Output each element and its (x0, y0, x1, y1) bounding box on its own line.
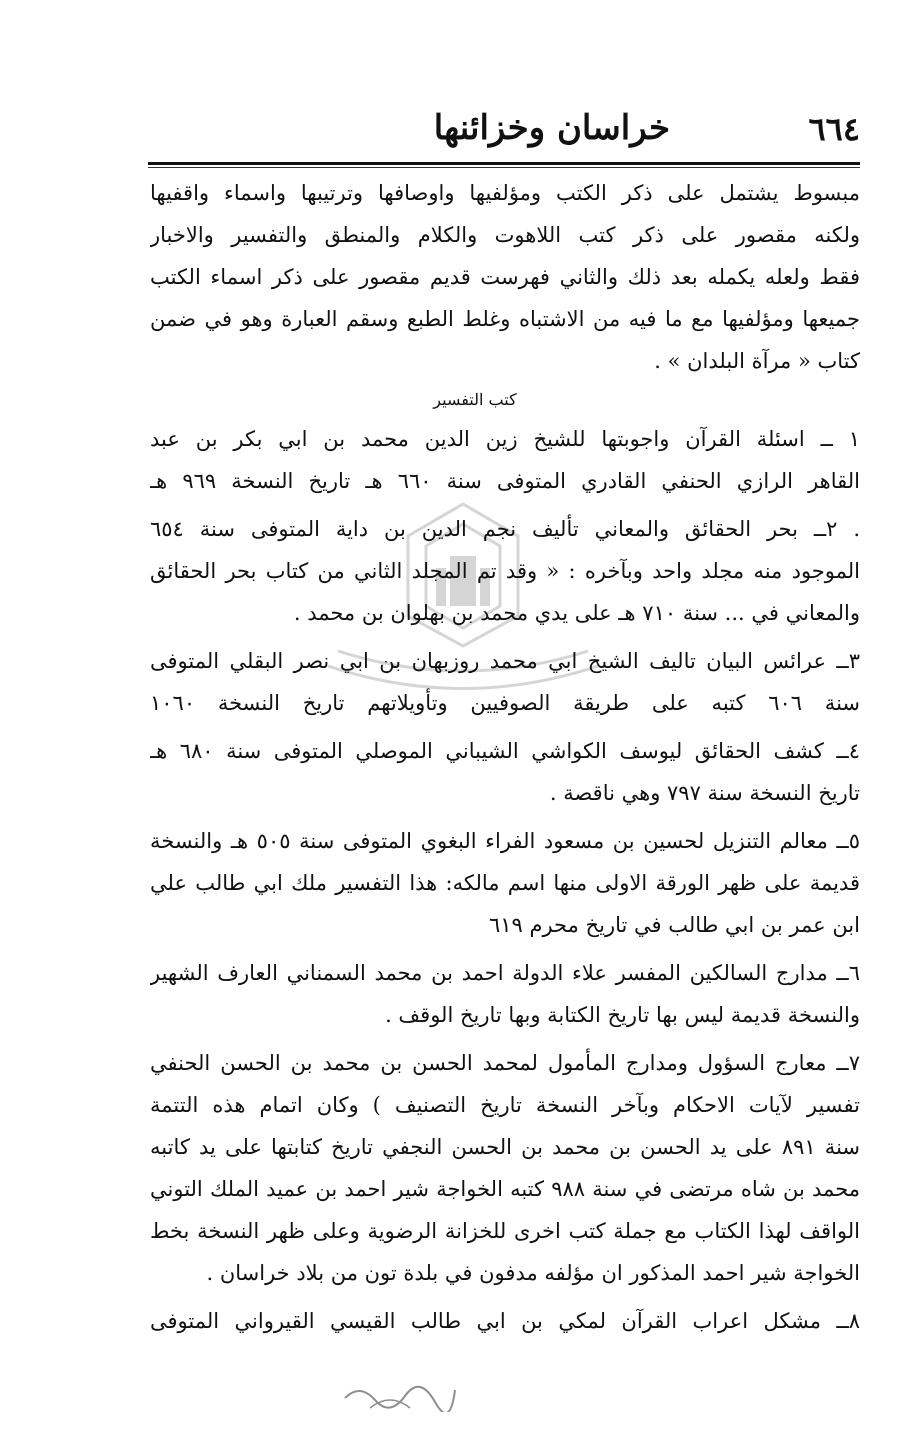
text-line: والنسخة قديمة ليس بها تاريخ الكتابة وبها تاريخ الوقف . (385, 1003, 860, 1027)
text-line: مبسوط يشتمل على ذكر الكتب ومؤلفيها واوصافها وترتيبها واسماء واقفيها (150, 181, 860, 205)
text-line: ١ ــ اسئلة القرآن واجوبتها للشيخ زين الدين محمد بن ابي بكر بن عبد (150, 427, 860, 451)
text-line: سنة ٦٠٦ كتبه على طريقة الصوفيين وتأويلاتهم تاريخ النسخة ١٠٦٠ (150, 691, 860, 715)
entry-8 (150, 1300, 860, 1342)
text-line: القاهر الرازي الحنفي القادري المتوفى سنة ٦٦٠ هـ تاريخ النسخة ٩٦٩ هـ (150, 469, 860, 493)
entry-3 (150, 640, 860, 724)
text-line: . ٢ــ بحر الحقائق والمعاني تأليف نجم الدين بن داية المتوفى سنة ٦٥٤ (150, 517, 860, 541)
text-line: سنة ٨٩١ على يد الحسن بن محمد بن الحسن النجفي تاريخ كتابتها على يد كاتبه (150, 1135, 860, 1159)
page-body (150, 172, 860, 1342)
text-line: ٣ــ عرائس البيان تاليف الشيخ ابي محمد روزبهان بن ابي نصر البقلي المتوفى (150, 649, 860, 673)
text-line: ٦ــ مدارج السالكين المفسر علاء الدولة احمد بن محمد السمناني العارف الشهير (150, 961, 860, 985)
text-line: ٥ــ معالم التنزيل لحسين بن مسعود الفراء البغوي المتوفى سنة ٥٠٥ هـ والنسخة (150, 829, 860, 853)
text-line: الخواجة شير احمد المذكور ان مؤلفه مدفون في بلدة تون من بلاد خراسان . (206, 1261, 860, 1285)
text-line: والمعاني في ... سنة ٧١٠ هـ على يدي محمد بن بهلوان بن محمد . (293, 601, 860, 625)
running-title: خراسان وخزائنها (433, 108, 670, 148)
entry-5 (150, 820, 860, 946)
text-line: فقط ولعله يكمله بعد ذلك والثاني فهرست قديم مقصور على ذكر اسماء الكتب (150, 265, 860, 289)
text-line: جميعها ومؤلفيها مع ما فيه من الاشتباه وغلط الطبع وسقم العبارة وهو في ضمن (150, 307, 860, 331)
page-number: ٦٦٤ (808, 110, 860, 148)
text-line: ولكنه مقصور على ذكر كتب اللاهوت والكلام والمنطق والتفسير والاخبار (150, 223, 860, 247)
text-line: ٧ــ معارج السؤول ومدارج المأمول لمحمد الحسن بن محمد بن الحسن الحنفي (150, 1051, 860, 1075)
entry-2 (150, 508, 860, 634)
text-line: تاريخ النسخة سنة ٧٩٧ وهي ناقصة . (549, 781, 860, 805)
page-header (148, 98, 860, 158)
text-line: ابن عمر بن ابي طالب في تاريخ محرم ٦١٩ (488, 913, 860, 937)
text-line: الواقف لهذا الكتاب مع جملة كتب اخرى للخزانة الرضوية وعلى ظهر النسخة بخط (150, 1219, 860, 1243)
text-line: الموجود منه مجلد واحد وبآخره : « وقد تم المجلد الثاني من كتاب بحر الحقائق (150, 559, 860, 583)
header-rule-thin (148, 167, 860, 168)
handwritten-mark (340, 1378, 460, 1412)
text-line: كتاب « مرآة البلدان » . (654, 349, 860, 373)
text-line: تفسير لآيات الاحكام وبآخر النسخة تاريخ التصنيف ) وكان اتمام هذه التتمة (150, 1093, 860, 1117)
entry-4 (150, 730, 860, 814)
text-line: ٤ــ كشف الحقائق ليوسف الكواشي الشيباني الموصلي المتوفى سنة ٦٨٠ هـ (150, 739, 860, 763)
section-heading: كتب التفسير (433, 390, 517, 409)
header-rule (148, 162, 860, 165)
entry-6 (150, 952, 860, 1036)
text-line: محمد بن شاه مرتضى في سنة ٩٨٨ كتبه الخواجة شير احمد بن عميد الملك التوني (150, 1177, 860, 1201)
entry-7 (150, 1042, 860, 1294)
entry-1 (150, 418, 860, 502)
text-line: قديمة على ظهر الورقة الاولى منها اسم مالكه: هذا التفسير ملك ابي طالب علي (150, 871, 860, 895)
text-line: ٨ــ مشكل اعراب القرآن لمكي بن ابي طالب القيسي القيرواني المتوفى (150, 1309, 860, 1333)
